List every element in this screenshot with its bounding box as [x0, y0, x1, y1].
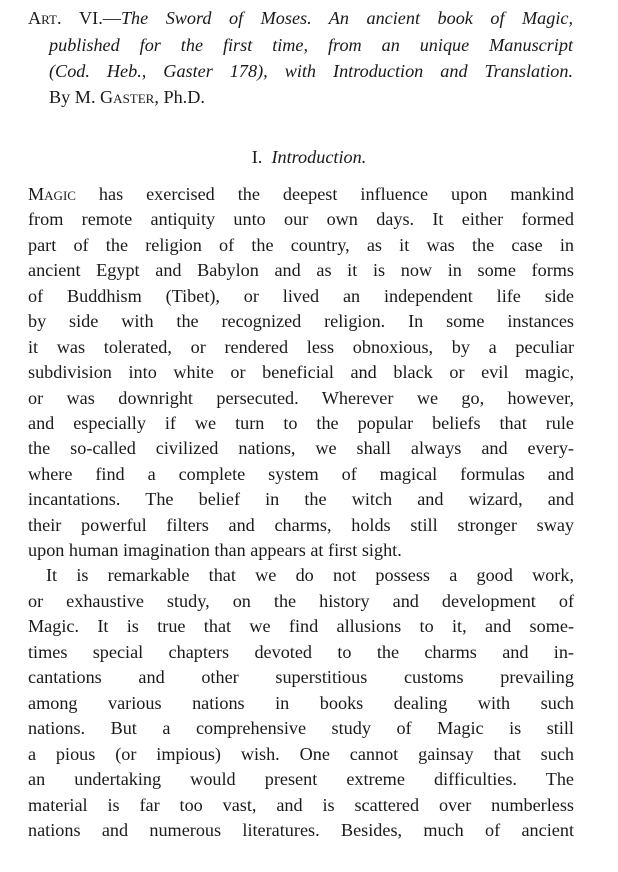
text-line: from remote antiquity unto our own days. It either formed	[28, 209, 574, 229]
text-line: and especially if we turn to the popular beliefs that rule	[28, 413, 574, 433]
author-suffix: , Ph.D.	[154, 87, 205, 107]
byline-prefix: By M.	[49, 87, 96, 107]
text-line: by side with the recognized religion. In some instances	[28, 311, 574, 331]
author-surname: Gaster	[100, 87, 155, 107]
section-heading	[0, 146, 618, 168]
article-label: Art.	[28, 8, 62, 28]
text-line: or was downright persecuted. Wherever we go, however,	[28, 388, 574, 408]
text-line: the so-called civilized nations, we shall always and every-	[28, 438, 574, 458]
article-title-line: (Cod. Heb., Gaster 178), with Introduction and Translation.	[49, 61, 573, 81]
text-line: a pious (or impious) wish. One cannot gainsay that such	[28, 744, 574, 764]
article-title-line: published for the first time, from an unique Manuscript	[49, 35, 573, 55]
article-number: VI.—	[79, 8, 121, 28]
text-line: incantations. The belief in the witch and wizard, and	[28, 489, 574, 509]
text-line	[28, 183, 574, 205]
text-line: material is far too vast, and is scattered over numberless	[28, 795, 574, 815]
text-line: nations. But a comprehensive study of Magic is still	[28, 718, 574, 738]
text-line: of Buddhism (Tibet), or lived an independent life side	[28, 286, 574, 306]
text-line: an undertaking would present extreme difficulties. The	[28, 769, 574, 789]
lead-word: Magic	[28, 184, 76, 204]
text-line: cantations and other superstitious customs prevailing	[28, 667, 574, 687]
text-line-content: has exercised the deepest influence upon mankind	[75, 184, 574, 204]
text-line: among various nations in books dealing with such	[28, 693, 574, 713]
text-line: times special chapters devoted to the charms and in-	[28, 642, 574, 662]
text-line: ancient Egypt and Babylon and as it is now in some forms	[28, 260, 574, 280]
article-title-text: The Sword of Moses. An ancient book of Magic,	[120, 8, 573, 28]
text-line: part of the religion of the country, as it was the case in	[28, 235, 574, 255]
text-line: where find a complete system of magical formulas and	[28, 464, 574, 484]
text-line: it was tolerated, or rendered less obnoxious, by a peculiar	[28, 337, 574, 357]
section-title: Introduction.	[271, 147, 367, 167]
article-title-line	[28, 7, 573, 29]
text-line: or exhaustive study, on the history and development of	[28, 591, 574, 611]
section-numeral: I.	[251, 147, 263, 167]
text-line: upon human imagination than appears at first sight.	[28, 540, 402, 560]
text-line: It is remarkable that we do not possess a good work,	[46, 565, 574, 585]
text-line: Magic. It is true that we find allusions to it, and some-	[28, 616, 574, 636]
text-line: nations and numerous literatures. Besides, much of ancient	[28, 820, 574, 840]
text-line: subdivision into white or beneficial and black or evil magic,	[28, 362, 574, 382]
article-byline	[49, 86, 573, 108]
text-line: their powerful filters and charms, holds still stronger sway	[28, 515, 574, 535]
